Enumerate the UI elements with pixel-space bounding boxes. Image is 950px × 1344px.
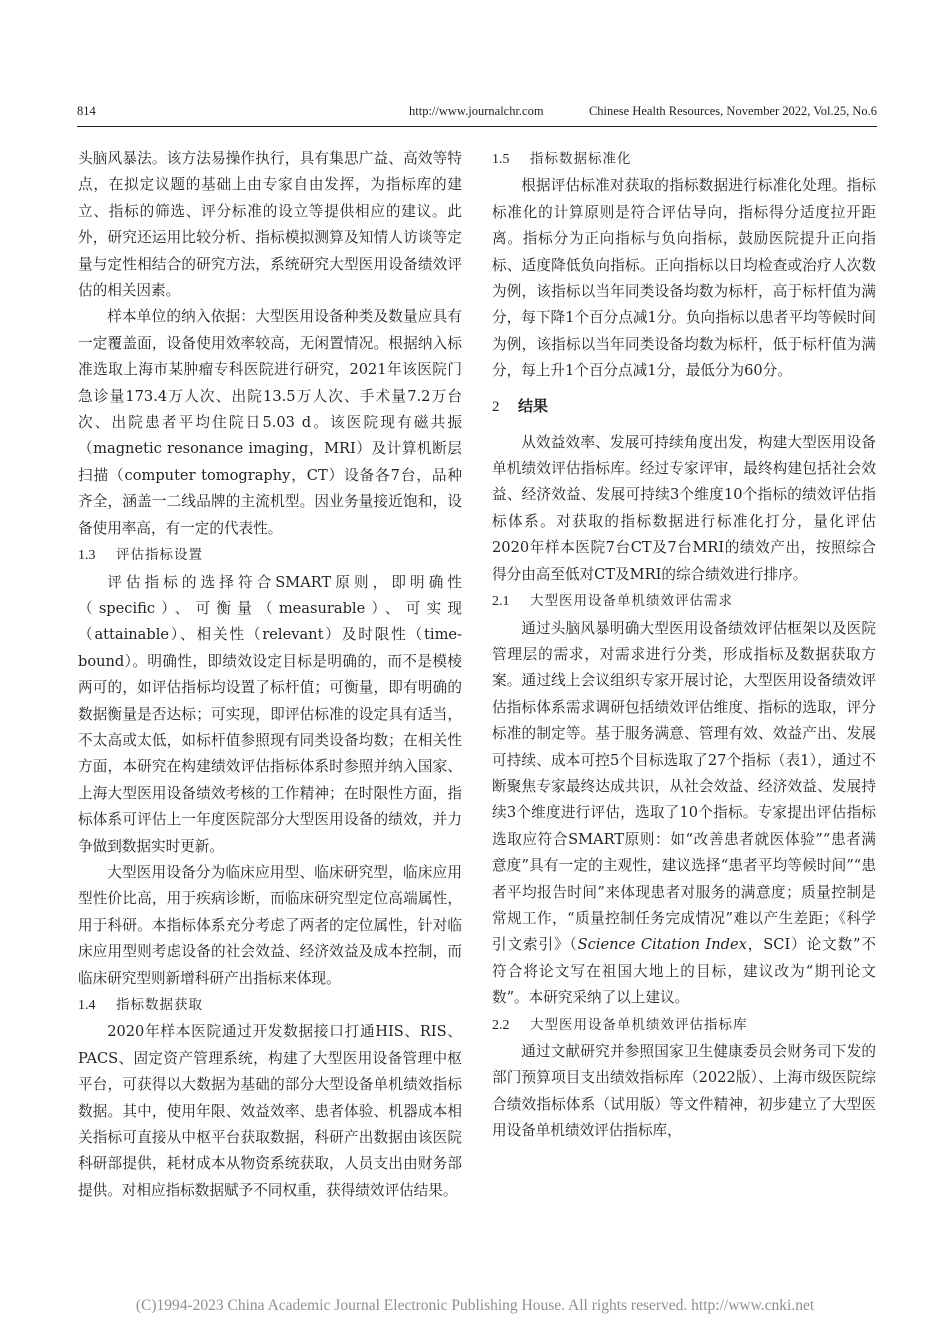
section-number: 1.4 <box>78 998 96 1013</box>
section-title: 大型医用设备单机绩效评估需求 <box>530 593 733 610</box>
section-heading-2-2 <box>492 1012 876 1039</box>
italic-term: Science Citation Index <box>577 936 747 954</box>
paragraph <box>492 616 876 1012</box>
copyright-footer: (C)1994-2023 China Academic Journal Electronic Publishing House. All rights reserved. http://www.cnki.net <box>135 1297 815 1314</box>
section-number: 2.1 <box>492 594 510 610</box>
section-heading-2-1 <box>492 588 876 615</box>
section-number: 1.5 <box>492 152 510 167</box>
journal-citation: Chinese Health Resources, November 2022, Vol.25, No.6 <box>588 104 877 118</box>
left-column <box>78 146 462 1204</box>
page-header <box>77 104 877 124</box>
page-number: 814 <box>77 104 96 118</box>
section-number: 2.2 <box>492 1017 510 1033</box>
section-title: 评估指标设置 <box>116 547 203 564</box>
section-title: 大型医用设备单机绩效评估指标库 <box>530 1016 748 1033</box>
paragraph: 样本单位的纳入依据：大型医用设备种类及数量应具有一定覆盖面，设备使用效率较高，无闲置情况。根据纳入标准选取上海市某肿瘤专科医院进行研究，2021年该医院门急诊量173.4万人次、出院13.5万人次、手术量7.2万台次、出院患者平均住院日5.03 d。该医院现有磁共振（magnetic resonance imaging，MRI）及计算机断层扫描（computer tomography，CT）设备各7台，品种齐全，涵盖一二线品牌的主流机型。因业务量接近饱和，设备使用率高，有一定的代表性。 <box>78 308 462 537</box>
section-heading-2 <box>492 389 876 424</box>
section-number: 2 <box>492 398 500 415</box>
section-heading-1-4 <box>78 992 462 1019</box>
journal-url: http://www.journalchr.com <box>409 104 544 118</box>
paragraph: 从效益效率、发展可持续角度出发，构建大型医用设备单机绩效评估指标库。经过专家评审，最终构建包括社会效益、经济效益、发展可持续3个维度10个指标的绩效评估指标体系。对获取的指标数据进行标准化打分，量化评估2020年样本医院7台CT及7台MRI的绩效产出，按照综合得分由高至低对CT及MRI的综合绩效进行排序。 <box>492 433 876 583</box>
paragraph-text: ，SCI）论文数”不符合将论文写在祖国大地上的目标，建议改为“期刊论文数”。本研究采纳了以上建议。 <box>492 936 877 1007</box>
section-title: 指标数据标准化 <box>530 151 632 167</box>
paragraph: 通过文献研究并参照国家卫生健康委员会财务司下发的部门预算项目支出绩效指标库（2022版）、上海市级医院综合绩效指标体系（试用版）等文件精神，初步建立了大型医用设备单机绩效评估指标库， <box>492 1043 876 1140</box>
paragraph: 评估指标的选择符合SMART原则，即明确性（specific）、可衡量（measurable）、可实现（attainable）、相关性（relevant）及时限性（time-bound）。明确性，即绩效设定目标是明确的，而不是模棱两可的，如评估指标均设置了标杆值；可衡量，即有明确的数据衡量是否达标；可实现，即评估标准的设定具有适当，不太高或太低，如标杆值参照现有同类设备均数；在相关性方面，本研究在构建绩效评估指标体系时参照并纳入国家、上海大型医用设备绩效考核的工作精神；在时限性方面，指标体系可评估上一年度医院部分大型医用设备的绩效，并力争做到数据实时更新。 <box>78 573 462 855</box>
section-title: 指标数据获取 <box>116 997 203 1013</box>
header-rule <box>77 126 877 127</box>
paragraph: 头脑风暴法。该方法易操作执行，具有集思广益、高效等特点，在拟定议题的基础上由专家自由发挥，为指标库的建立、指标的筛选、评分标准的设立等提供相应的建议。此外，研究还运用比较分析、指标模拟测算及知情人访谈等定量与定性相结合的研究方法，系统研究大型医用设备绩效评估的相关因素。 <box>78 150 462 300</box>
section-heading-1-3 <box>78 542 462 569</box>
section-number: 1.3 <box>78 548 96 564</box>
paragraph: 2020年样本医院通过开发数据接口打通HIS、RIS、PACS、固定资产管理系统，构建了大型医用设备管理中枢平台，可获得以大数据为基础的部分大型设备单机绩效指标数据。其中，使用年限、效益效率、患者体验、机器成本相关指标可直接从中枢平台获取数据，科研产出数据由该医院科研部提供，耗材成本从物资系统获取，人员支出由财务部提供。对相应指标数据赋予不同权重，获得绩效评估结果。 <box>78 1023 462 1199</box>
paragraph-text: 通过头脑风暴明确大型医用设备绩效评估框架以及医院管理层的需求，对需求进行分类，形成指标及数据获取方案。通过线上会议组织专家开展讨论，大型医用设备绩效评估指标体系需求调研包括绩效评估维度、指标的选取，评分标准的制定等。基于服务满意、管理有效、效益产出、发展可持续、成本可控5个目标选取了27个指标（表1），通过不断聚焦专家最终达成共识，从社会效益、经济效益、发展持续3个维度进行评估，选取了10个指标。专家提出评估指标选取应符合SMART原则：如“改善患者就医体验”“患者满意度”具有一定的主观性，建议选择“患者平均等候时间”“患者平均报告时间”来体现患者对服务的满意度；质量控制是常规工作，“质量控制任务完成情况”难以产生差距；《科学引文索引》（ <box>492 619 876 954</box>
paragraph: 根据评估标准对获取的指标数据进行标准化处理。指标标准化的计算原则是符合评估导向，指标得分适度拉开距离。指标分为正向指标与负向指标，鼓励医院提升正向指标、适度降低负向指标。正向指标以日均检查或治疗人次数为例，该指标以当年同类设备均数为标杆，高于标杆值为满分，每下降1个百分点减1分。负向指标以患者平均等候时间为例，该指标以当年同类设备均数为标杆，低于标杆值为满分，每上升1个百分点减1分，最低分为60分。 <box>492 177 876 380</box>
section-heading-1-5 <box>492 146 876 173</box>
paragraph: 大型医用设备分为临床应用型、临床研究型，临床应用型性价比高，用于疾病诊断，而临床研究型定位高端属性，用于科研。本指标体系充分考虑了两者的定位属性，针对临床应用型则考虑设备的社会效益、经济效益及成本控制，而临床研究型则新增科研产出指标来体现。 <box>78 863 462 987</box>
section-title: 结果 <box>518 396 549 415</box>
right-column <box>492 146 876 1145</box>
